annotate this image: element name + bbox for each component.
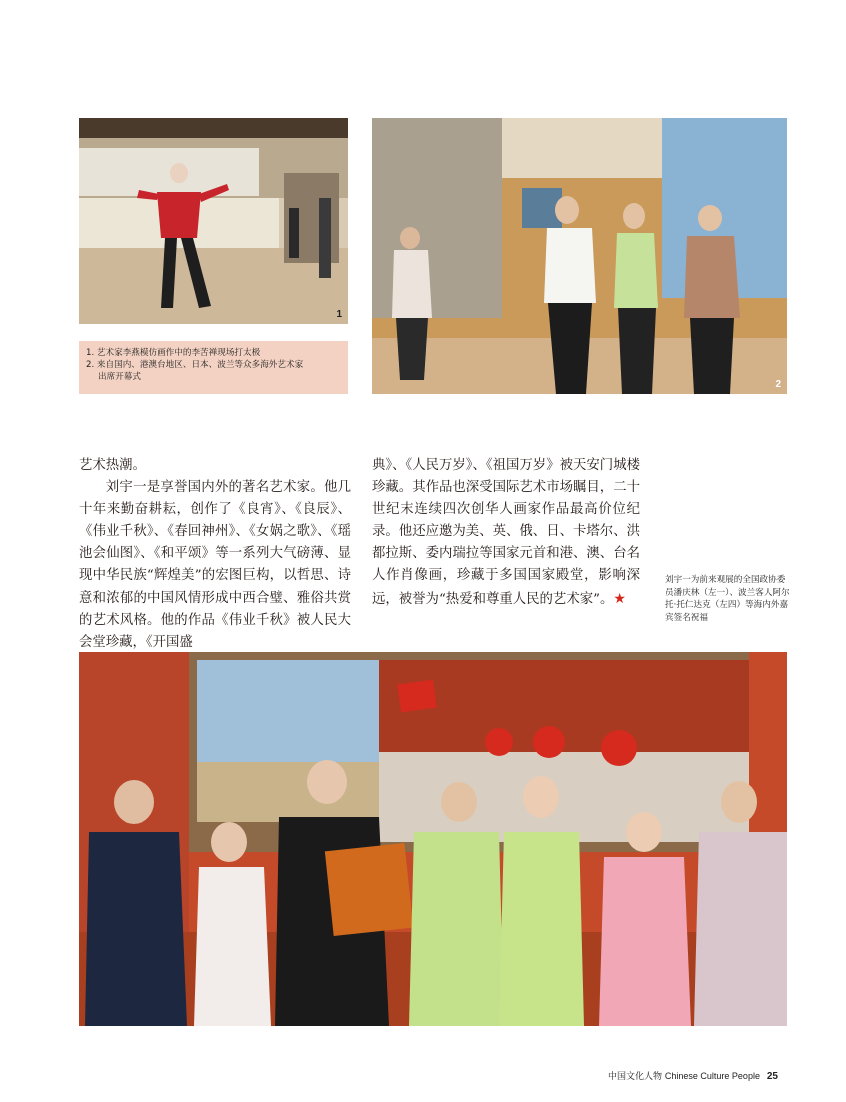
end-star-icon: ★ xyxy=(613,590,626,607)
photo-tai-chi-artist xyxy=(79,118,348,324)
article-column-left xyxy=(79,455,351,654)
article-paragraph: 艺术热潮。 xyxy=(79,458,146,473)
article-paragraph: 刘宇一是享誉国内外的著名艺术家。他几十年来勤奋耕耘，创作了《良宵》、《良辰》、《伟业千秋》、《春回神州》、《女娲之歌》、《瑶池会仙图》、《和平颂》等一系列大气磅薄、显现中华民族“辉煌美”的宏图巨构，以哲思、诗意和浓郁的中国风情形成中西合璧、雅俗共赏的艺术风格。他的作品《伟业千秋》被人民大会堂珍藏，《开国盛 xyxy=(79,480,351,650)
caption-line: 1. 艺术家李燕模仿画作中的李苦禅现场打太极 xyxy=(86,348,261,358)
photo-number: 2 xyxy=(775,379,781,390)
caption-line: 2. 来自国内、港澳台地区、日本、波兰等众多海外艺术家 xyxy=(86,360,304,370)
magazine-name-cn: 中国文化人物 xyxy=(608,1072,663,1082)
photo-group-signing xyxy=(79,652,787,1026)
photo-number: 1 xyxy=(336,309,342,320)
magazine-name-en: Chinese Culture People xyxy=(664,1071,760,1081)
article-column-right xyxy=(372,455,640,611)
caption-line: 出席开幕式 xyxy=(98,372,141,382)
side-photo-caption: 刘宇一为前来观展的全国政协委员潘庆林（左一）、波兰客人阿尔托·托仁达克（左四）等海内外嘉宾签名祝福 xyxy=(665,575,790,623)
photo-exhibition-visitors xyxy=(372,118,787,394)
page-number: 25 xyxy=(766,1071,778,1082)
page-footer xyxy=(608,1069,798,1082)
photo-caption-box xyxy=(79,341,348,394)
article-text: 典》、《人民万岁》、《祖国万岁》被天安门城楼珍藏。其作品也深受国际艺术市场瞩目，二十世纪末连续四次创华人画家作品最高价位纪录。他还应邀为美、英、俄、日、卡塔尔、洪都拉斯、委内瑞拉等国家元首和港、澳、台名人作肖像画，珍藏于多国国家殿堂，影响深远，被誉为“热爱和尊重人民的艺术家”。 xyxy=(372,458,640,607)
article-paragraph xyxy=(372,455,640,611)
